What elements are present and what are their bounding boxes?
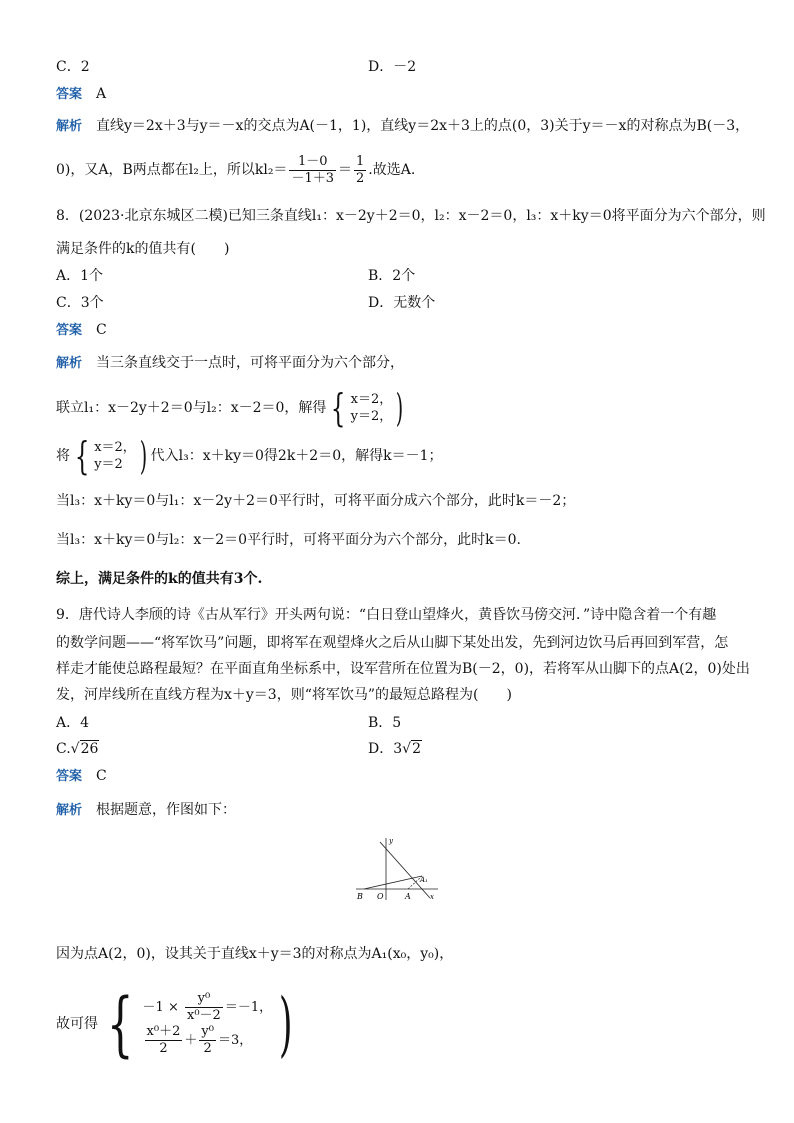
q8-option-b: B．2个 xyxy=(368,268,416,284)
answer-value: A xyxy=(96,86,107,102)
result-fraction xyxy=(354,154,366,187)
option-prefix: C. xyxy=(56,741,71,757)
label-a: A xyxy=(405,892,411,901)
fraction-denominator: 2 xyxy=(355,170,365,186)
analysis-label: 解析 xyxy=(56,803,83,818)
answer-label: 答案 xyxy=(56,87,83,102)
coefficient: －1 × xyxy=(142,1000,179,1015)
radicand: 2 xyxy=(412,741,421,757)
analysis-text: 0)，又A，B两点都在l₂上，所以kl₂＝ xyxy=(56,162,288,178)
left-brace: { xyxy=(331,386,346,430)
fraction-numerator: 1－0 xyxy=(289,154,336,171)
analysis-text: 联立l₁：x－2y＋2＝0与l₂：x－2＝0，解得 xyxy=(56,400,327,416)
answer-label: 答案 xyxy=(56,323,83,338)
analysis-text: 故可得 xyxy=(56,1016,98,1032)
analysis-label: 解析 xyxy=(56,356,83,371)
fraction-numerator: y⁰ xyxy=(185,991,223,1008)
right-paren: ) xyxy=(278,983,293,1065)
q9-analysis-line3 xyxy=(56,983,299,1065)
label-a1: A₁ xyxy=(420,876,428,884)
question-8-line2: 满足条件的k的值共有( ) xyxy=(56,241,230,257)
answer-value: C xyxy=(96,322,107,338)
q8-analysis-line3 xyxy=(56,436,443,476)
equals-part: ＝－1， xyxy=(224,1000,273,1015)
right-paren: ) xyxy=(395,386,404,430)
label-y: y xyxy=(389,837,393,845)
system-row: x＝2， xyxy=(94,440,136,455)
right-paren: ) xyxy=(139,434,147,478)
q9-answer xyxy=(56,766,107,787)
left-brace: { xyxy=(74,434,90,478)
slope-fraction xyxy=(289,154,336,187)
analysis-text: .故选A. xyxy=(368,162,416,178)
equals-part: ＝3， xyxy=(217,1033,253,1048)
analysis-text: 根据题意，作图如下： xyxy=(96,802,237,818)
q8-analysis-line2 xyxy=(56,388,407,428)
q8-option-c: C．3个 xyxy=(56,295,104,311)
fraction xyxy=(199,1024,216,1057)
system-row: y＝2 xyxy=(94,457,123,472)
q9-option-d: D．3√2 xyxy=(368,741,421,757)
question-9-line2: 的数学问题——“将军饮马”问题，即将军在观望烽火之后从山脚下某处出发，先到河边饮马后再回到军营，怎 xyxy=(56,635,729,651)
analysis-text: 当三条直线交于一点时，可将平面分为六个部分， xyxy=(96,355,405,371)
q9-option-a: A．4 xyxy=(56,715,90,731)
option-d-prev: D．－2 xyxy=(368,59,417,75)
answer-prev xyxy=(56,84,106,105)
equation-system xyxy=(98,983,299,1065)
question-9-line1: 9．唐代诗人李颀的诗《古从军行》开头两句说：“白日登山望烽火，黄昏饮马傍交河．”诗中隐含着一个有趣 xyxy=(56,607,717,623)
answer-label: 答案 xyxy=(56,769,83,784)
q8-option-d: D．无数个 xyxy=(368,295,436,311)
analysis-text: 代入l₃：x＋ky＝0得2k＋2＝0，解得k＝－1； xyxy=(150,448,443,464)
q8-answer xyxy=(56,320,107,341)
radicand: 26 xyxy=(80,741,99,757)
q8-analysis-line1 xyxy=(56,353,404,374)
analysis-text: 将 xyxy=(56,448,70,464)
equals: ＝ xyxy=(337,162,352,178)
label-b: B xyxy=(357,892,363,901)
question-9-line3: 样走才能使总路程最短？在平面直角坐标系中，设军营所在位置为B(－2，0)，若将军从山脚下的点A(2，0)处出 xyxy=(56,661,750,677)
q8-option-a: A．1个 xyxy=(56,268,104,284)
fraction-denominator: 2 xyxy=(159,1041,168,1056)
option-c-prev: C．2 xyxy=(56,59,90,75)
q8-analysis-line4: 当l₃：x＋ky＝0与l₁：x－2y＋2＝0平行时，可将平面分成六个部分，此时k＝－2； xyxy=(56,493,576,509)
river-line xyxy=(380,842,430,898)
system-row-2 xyxy=(143,1024,273,1057)
equation-system xyxy=(70,436,151,476)
q9-analysis-line1 xyxy=(56,800,236,821)
analysis-text: 直线y＝2x＋3与y＝－x的交点为A(－1，1)，直线y＝2x＋3上的点(0，3)关于y＝－x的对称点为B(－3， xyxy=(96,118,750,134)
label-x: x xyxy=(430,893,434,901)
fraction-numerator: 1 xyxy=(355,153,365,169)
q8-analysis-line6: 综上，满足条件的k的值共有3个. xyxy=(56,571,263,587)
fraction-denominator: －1＋3 xyxy=(291,170,334,186)
analysis-prev-line2 xyxy=(56,148,415,192)
question-9-line4: 发，河岸线所在直线方程为x＋y＝3，则“将军饮马”的最短总路程为( ) xyxy=(56,687,512,703)
coordinate-figure xyxy=(352,832,442,902)
equation-system xyxy=(326,388,407,428)
system-row-1 xyxy=(143,991,273,1024)
fraction xyxy=(185,991,223,1024)
answer-value: C xyxy=(96,768,107,784)
system-row: y＝2， xyxy=(350,409,393,424)
analysis-label: 解析 xyxy=(56,119,83,134)
segment-b-a1 xyxy=(364,876,422,889)
plus: ＋ xyxy=(184,1033,198,1048)
fraction-numerator: x⁰＋2 xyxy=(146,1024,181,1039)
analysis-prev-line1 xyxy=(56,116,749,137)
label-o: O xyxy=(377,892,384,901)
option-prefix: D．3 xyxy=(368,741,403,757)
fraction-denominator: x⁰－2 xyxy=(186,1008,221,1023)
q9-analysis-line2: 因为点A(2，0)，设其关于直线x＋y＝3的对称点为A₁(x₀，y₀)， xyxy=(56,946,454,962)
system-row: x＝2， xyxy=(350,392,393,407)
fraction-numerator: y⁰ xyxy=(201,1024,214,1039)
left-brace: { xyxy=(106,983,134,1065)
question-8-line1: 8．(2023·北京东城区二模)已知三条直线l₁：x－2y＋2＝0，l₂：x－2＝0，l₃：x＋ky＝0将平面分为六个部分，则 xyxy=(56,208,766,224)
q9-option-b: B．5 xyxy=(368,715,402,731)
q9-option-c: C.√26 xyxy=(56,741,99,757)
q8-analysis-line5: 当l₃：x＋ky＝0与l₂：x－2＝0平行时，可将平面分为六个部分，此时k＝0. xyxy=(56,532,521,548)
fraction xyxy=(145,1024,183,1057)
fraction-denominator: 2 xyxy=(203,1041,212,1056)
